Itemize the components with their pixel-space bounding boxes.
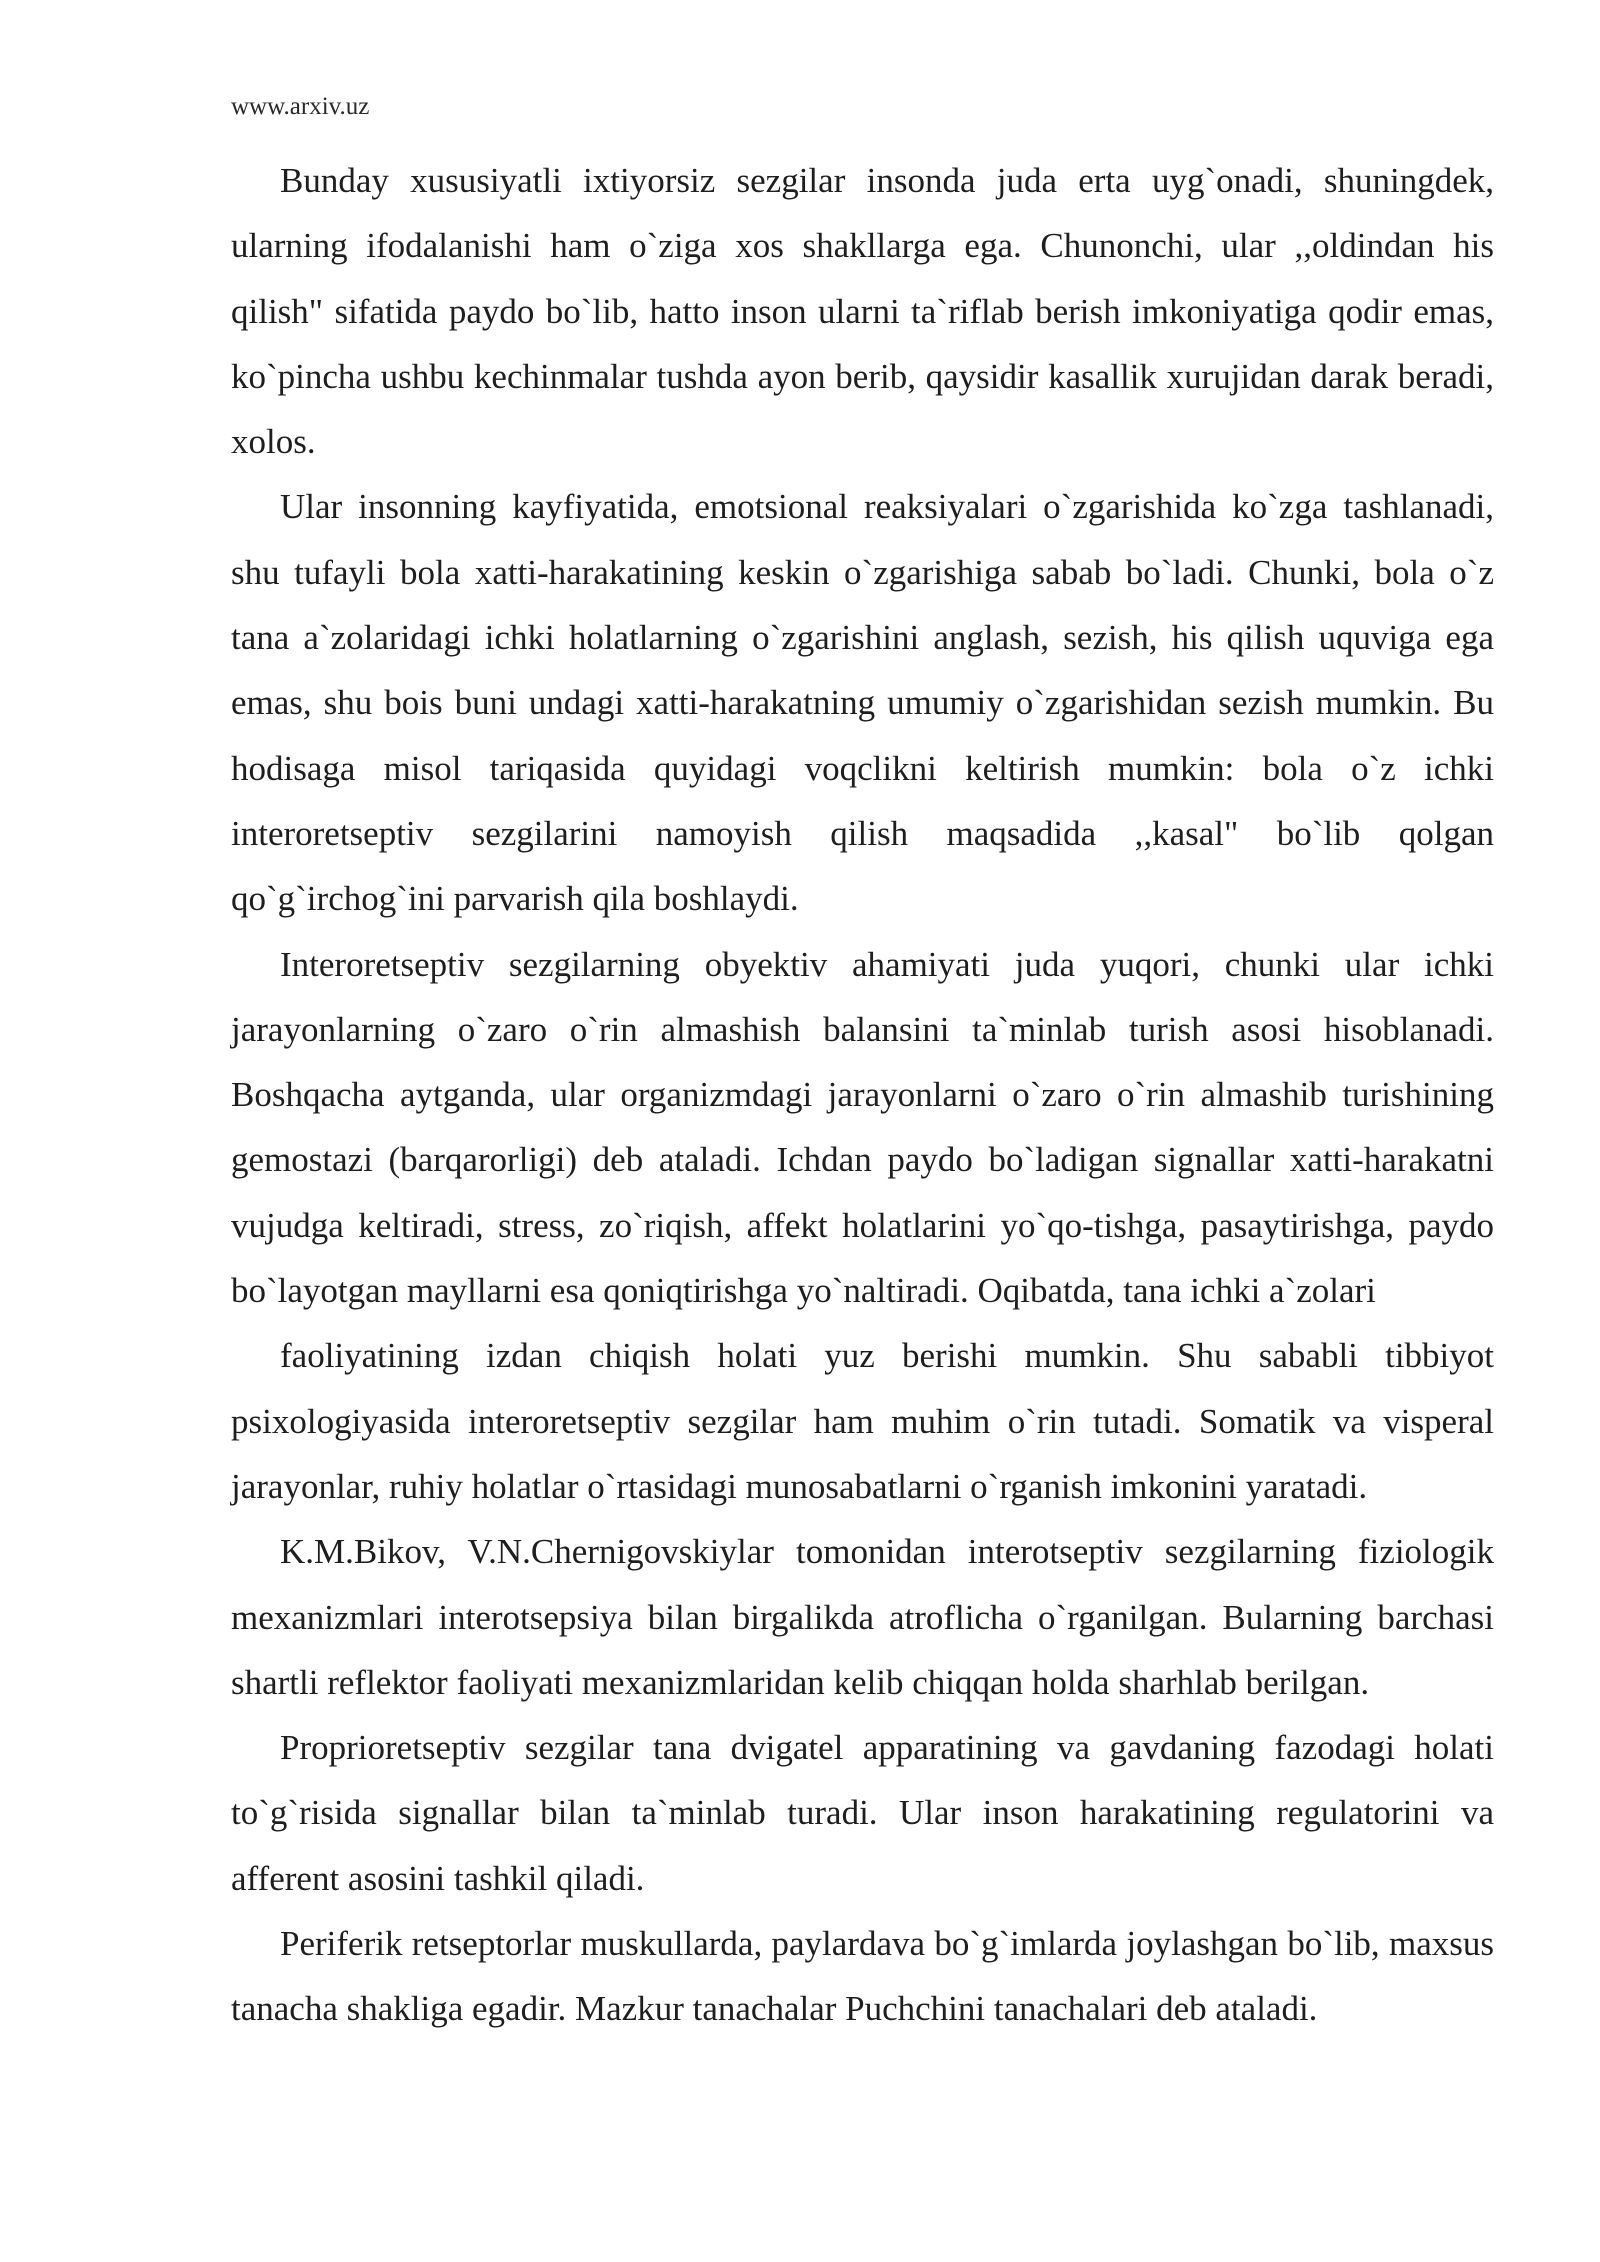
paragraph-4: faoliyatining izdan chiqish holati yuz berishi mumkin. Shu sababli tibbiyot psixologiyasida interoretseptiv sezgilar ham muhim o`rin tutadi. Somatik va visperal jarayonlar, ruhiy holatlar o`rtasidagi munosabatlarni o`rganish imkonini yaratadi. bbox=[231, 1336, 1494, 1506]
header-site-url: www.arxiv.uz bbox=[231, 93, 370, 120]
paragraph-6: Proprioretseptiv sezgilar tana dvigatel apparatining va gavdaning fazodagi holati to`g`risida signallar bilan ta`minlab turadi. Ular inson harakatining regulatorini va afferent asosini tashkil qiladi. bbox=[231, 1728, 1494, 1898]
paragraph-2: Ular insonning kayfiyatida, emotsional reaksiyalari o`zgarishida ko`zga tashlanadi, shu tufayli bola xatti-harakatining keskin o`zgarishiga sabab bo`ladi. Chunki, bola o`z tana a`zolaridagi ichki holatlarning o`zgarishini anglash, sezish, his qilish uquviga ega emas, shu bois buni undagi xatti-harakatning umumiy o`zgarishidan sezish mumkin. Bu hodisaga misol tariqasida quyidagi voqclikni keltirish mumkin: bola o`z ichki interoretseptiv sezgilarini namoyish qilish maqsadida ,,kasal" bo`lib qolgan qo`g`irchog`ini parvarish qila boshlaydi. bbox=[231, 487, 1494, 919]
paragraph-1: Bunday xususiyatli ixtiyorsiz sezgilar insonda juda erta uyg`onadi, shuningdek, ularning ifodalanishi ham o`ziga xos shakllarga ega. Chunonchi, ular ,,oldindan his qilish" sifatida paydo bo`lib, hatto inson ularni ta`riflab berish imkoniyatiga qodir emas, ko`pincha ushbu kechinmalar tushda ayon berib, qaysidir kasallik xurujidan darak beradi, xolos. bbox=[231, 161, 1494, 462]
paragraph-3: Interoretseptiv sezgilarning obyektiv ahamiyati juda yuqori, chunki ular ichki jarayonlarning o`zaro o`rin almashish balansini ta`minlab turish asosi hisoblanadi. Boshqacha aytganda, ular organizmdagi jarayonlarni o`zaro o`rin almashib turishining gemostazi (barqarorligi) deb ataladi. Ichdan paydo bo`ladigan signallar xatti-harakatni vujudga keltiradi, stress, zo`riqish, affekt holatlarini yo`qo-tishga, pasaytirishga, paydo bo`layotgan mayllarni esa qoniqtirishga yo`naltiradi. Oqibatda, tana ichki a`zolari bbox=[231, 944, 1494, 1311]
paragraph-5: K.M.Bikov, V.N.Chernigovskiylar tomonidan interotseptiv sezgilarning fiziologik mexanizmlari interotsepsiya bilan birgalikda atroflicha o`rganilgan. Bularning barchasi shartli reflektor faoliyati mexanizmlaridan kelib chiqqan holda sharhlab berilgan. bbox=[231, 1532, 1494, 1702]
paragraph-7: Periferik retseptorlar muskullarda, paylardava bo`g`imlarda joylashgan bo`lib, maxsus tanacha shakliga egadir. Mazkur tanachalar Puchchini tanachalari deb ataladi. bbox=[231, 1924, 1494, 2029]
body-text bbox=[231, 148, 1494, 2042]
